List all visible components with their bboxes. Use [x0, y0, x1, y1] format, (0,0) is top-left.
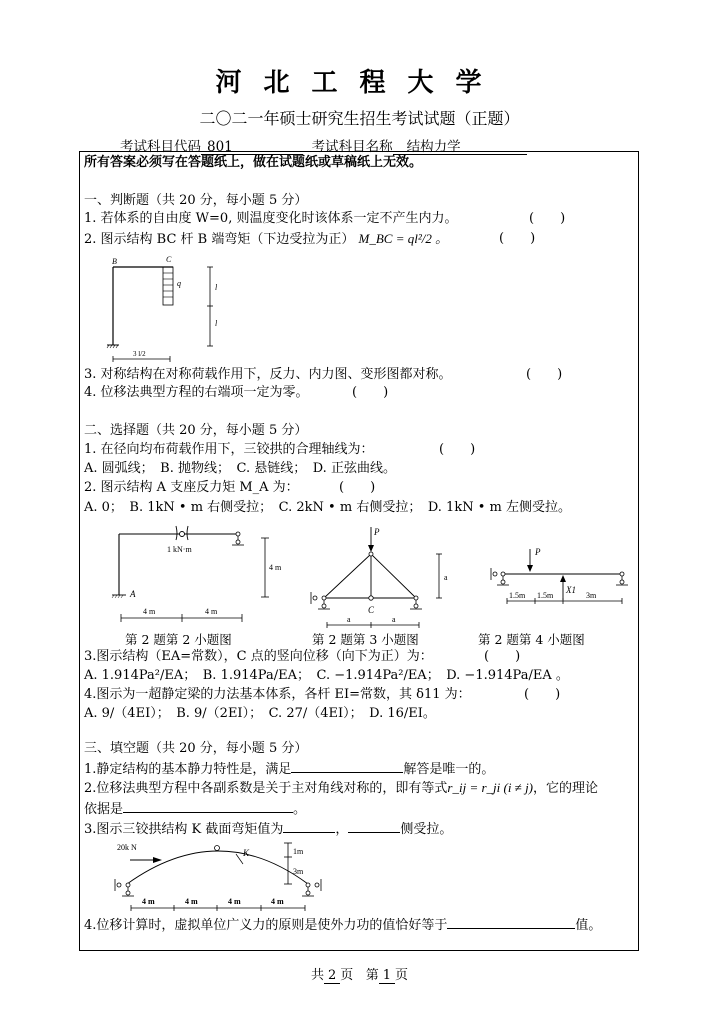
label-A: A — [130, 589, 136, 599]
label-l1: l — [215, 283, 218, 292]
distributed-load-q — [163, 267, 173, 305]
s1-q1-text: 1. 若体系的自由度 W=0, 则温度变化时该体系一定不产生内力。 — [84, 211, 458, 226]
label-span2: a — [392, 615, 396, 624]
notice: 所有答案必须写在答题纸上，做在试题纸或草稿纸上无效。 — [84, 155, 423, 170]
page-footer — [0, 964, 719, 984]
s2-q2 — [84, 480, 376, 496]
s3-q2-formula: r_ij = r_ji (i ≠ j) — [447, 780, 534, 795]
s3-q2 — [84, 780, 598, 797]
s2-q1-text: 1. 在径向均布荷载作用下，三铰拱的合理轴线为： — [84, 442, 374, 457]
subject-code-label: 考试科目代码 — [120, 139, 201, 155]
fig4-caption: 第 2 题第 4 小题图 — [478, 632, 585, 647]
s1-q1 — [84, 211, 566, 227]
roller-support-right — [410, 600, 422, 609]
label-l2: l — [215, 319, 218, 328]
dimension-spans — [121, 614, 242, 622]
joint — [414, 596, 418, 600]
footer-total-prefix: 共 — [310, 968, 324, 983]
label-X1: X1 — [566, 585, 576, 595]
answer-paren: ( ) — [439, 442, 476, 457]
arch-member — [127, 851, 308, 884]
label-span: 4 m — [185, 897, 198, 906]
joint-C — [369, 596, 373, 600]
section2-heading: 二、选择题（共 20 分，每小题 5 分） — [84, 423, 308, 438]
exam-title: 二〇二一年硕士研究生招生考试试题（正题） — [199, 109, 520, 128]
s3-q3-text-b: ， — [335, 822, 349, 837]
section3-heading: 三、填空题（共 20 分，每小题 5 分） — [84, 741, 308, 756]
figure-s2-q2-frame — [105, 525, 290, 625]
joint — [322, 596, 326, 600]
answer-paren: ( ) — [499, 231, 536, 246]
s2-q3-options: A. 1.914Pa²/EA； B. 1.914Pa/EA； C. −1.914Pa²/EA； D. −1.914Pa/EA 。 — [84, 668, 569, 683]
s3-q2-text-a: 2.位移法典型方程中各副系数是关于主对角线对称的，即有等式 — [84, 781, 448, 796]
hinge — [180, 532, 185, 537]
pin-support-left — [491, 568, 509, 585]
total-pages: 2 — [324, 968, 340, 984]
s3-q2-cont — [84, 800, 306, 818]
s1-q2-formula: M_BC = ql²/2 。 — [358, 231, 449, 246]
answer-paren: ( ) — [339, 480, 376, 495]
label-moment: 1 kN·m — [167, 545, 192, 554]
answer-paren: ( ) — [484, 649, 521, 664]
answer-paren: ( ) — [524, 687, 561, 702]
label-P: P — [374, 527, 380, 537]
dimension-rise — [284, 843, 292, 884]
university-title: 河北工程大学 — [215, 68, 504, 98]
label-span: 4 m — [142, 897, 155, 906]
s2-q1-options: A. 圆弧线； B. 抛物线； C. 悬链线； D. 正弦曲线。 — [84, 461, 396, 476]
answer-paren: ( ) — [526, 367, 563, 382]
label-rise2: 3m — [293, 867, 304, 876]
label-B: B — [112, 257, 117, 266]
dimension-height — [436, 554, 442, 598]
subject-name-label: 考试科目名称 — [311, 139, 393, 155]
fig3-caption: 第 2 题第 3 小题图 — [312, 632, 419, 647]
fixed-support-A — [112, 595, 126, 598]
label-span: 4 m — [228, 897, 241, 906]
answer-paren: ( ) — [529, 211, 566, 226]
s3-q4-text-b: 值。 — [575, 918, 602, 933]
label-rise1: 1m — [293, 847, 304, 856]
label-height: a — [444, 573, 448, 582]
answer-paren: ( ) — [352, 385, 389, 400]
s1-q2 — [84, 231, 536, 248]
footer-page-unit: 页 — [340, 968, 354, 983]
s3-q4 — [84, 916, 601, 934]
truss-member — [324, 554, 371, 598]
current-page: 1 — [379, 968, 395, 984]
crown-hinge — [215, 846, 220, 851]
subject-name: 结构力学 — [393, 140, 527, 155]
truss-member — [371, 554, 416, 598]
s3-q2-text-c: 依据是 — [84, 802, 124, 817]
s2-q3 — [84, 649, 521, 665]
label-span1: 1.5m — [509, 591, 526, 600]
footer-current-unit: 页 — [395, 968, 409, 983]
figure-s3-q3-arch — [95, 838, 325, 913]
load-P-arrowhead — [527, 565, 533, 572]
label-span2: 4 m — [205, 607, 218, 616]
answer-blank[interactable] — [447, 916, 575, 929]
s2-q3-text: 3.图示结构（EA=常数），C 点的竖向位移（向下为正）为： — [84, 649, 433, 664]
s3-q3 — [84, 820, 452, 838]
label-C: C — [166, 255, 172, 264]
s1-q3-text: 3. 对称结构在对称荷载作用下，反力、内力图、变形图都对称。 — [84, 367, 452, 382]
s2-q1 — [84, 442, 476, 458]
fig2-caption: 第 2 题第 2 小题图 — [125, 632, 232, 647]
label-C: C — [368, 605, 375, 615]
s1-q4-text: 4. 位移法典型方程的右端项一定为零。 — [84, 385, 309, 400]
label-span: 3 l/2 — [133, 350, 146, 358]
s2-q4-text: 4.图示为一超静定梁的力法基本体系，各杆 EI=常数，其 δ11 为： — [84, 687, 471, 702]
redundant-X1-arrowhead — [560, 575, 566, 582]
label-span: 4 m — [271, 897, 284, 906]
s3-q3-text-a: 3.图示三铰拱结构 K 截面弯矩值为 — [84, 822, 284, 837]
s1-q4 — [84, 385, 389, 401]
label-span2: 1.5m — [537, 591, 554, 600]
dimension-height — [261, 538, 269, 597]
s3-q2-text-d: 。 — [293, 802, 307, 817]
load-arrowhead — [153, 857, 162, 863]
s2-q2-options: A. 0； B. 1kN • m 右侧受拉； C. 2kN • m 右侧受拉； D. 1kN • m 左侧受拉。 — [84, 500, 571, 515]
answer-blank[interactable] — [348, 820, 400, 833]
answer-blank[interactable] — [123, 800, 293, 813]
figure-s2-q4-beam — [490, 545, 635, 605]
label-load: 20k N — [117, 843, 137, 852]
label-P: P — [535, 547, 541, 557]
label-q: q — [177, 279, 181, 288]
s3-q1 — [84, 760, 494, 778]
label-span1: a — [347, 615, 351, 624]
section-K-mark — [236, 854, 243, 864]
section1-heading: 一、判断题（共 20 分，每小题 5 分） — [84, 193, 308, 208]
s3-q4-text-a: 4.位移计算时，虚拟单位广义力的原则是使外力功的值恰好等于 — [84, 918, 448, 933]
dimension-height — [207, 267, 213, 346]
footer-current-prefix: 第 — [365, 968, 379, 983]
s1-q3 — [84, 367, 563, 383]
figure-s1-q2-frame — [95, 252, 235, 362]
subject-code: 801 — [201, 140, 303, 155]
figure-s2-q3-truss — [310, 525, 460, 625]
label-span1: 4 m — [143, 607, 156, 616]
s2-q4-options: A. 9/（4EI）； B. 9/（2EI）； C. 27/（4EI）； D. 16/EI。 — [84, 706, 436, 721]
label-K: K — [243, 848, 250, 858]
answer-blank[interactable] — [291, 760, 403, 773]
s2-q2-text: 2. 图示结构 A 支座反力矩 M_A 为： — [84, 480, 299, 495]
s1-q2-text: 2. 图示结构 BC 杆 B 端弯矩（下边受拉为正） — [84, 232, 355, 247]
s3-q3-text-c: 侧受拉。 — [400, 822, 453, 837]
label-height: 4 m — [269, 563, 282, 572]
s3-q1-text-a: 1.静定结构的基本静力特性是，满足 — [84, 762, 292, 777]
s3-q1-text-b: 解答是唯一的。 — [403, 762, 495, 777]
answer-blank[interactable] — [283, 820, 335, 833]
s2-q4 — [84, 687, 561, 703]
fixed-support — [107, 345, 119, 348]
label-span3: 3m — [586, 591, 597, 600]
load-P-arrowhead — [368, 545, 374, 552]
joint — [369, 552, 373, 556]
s3-q2-text-b: ，它的理论 — [533, 781, 599, 796]
